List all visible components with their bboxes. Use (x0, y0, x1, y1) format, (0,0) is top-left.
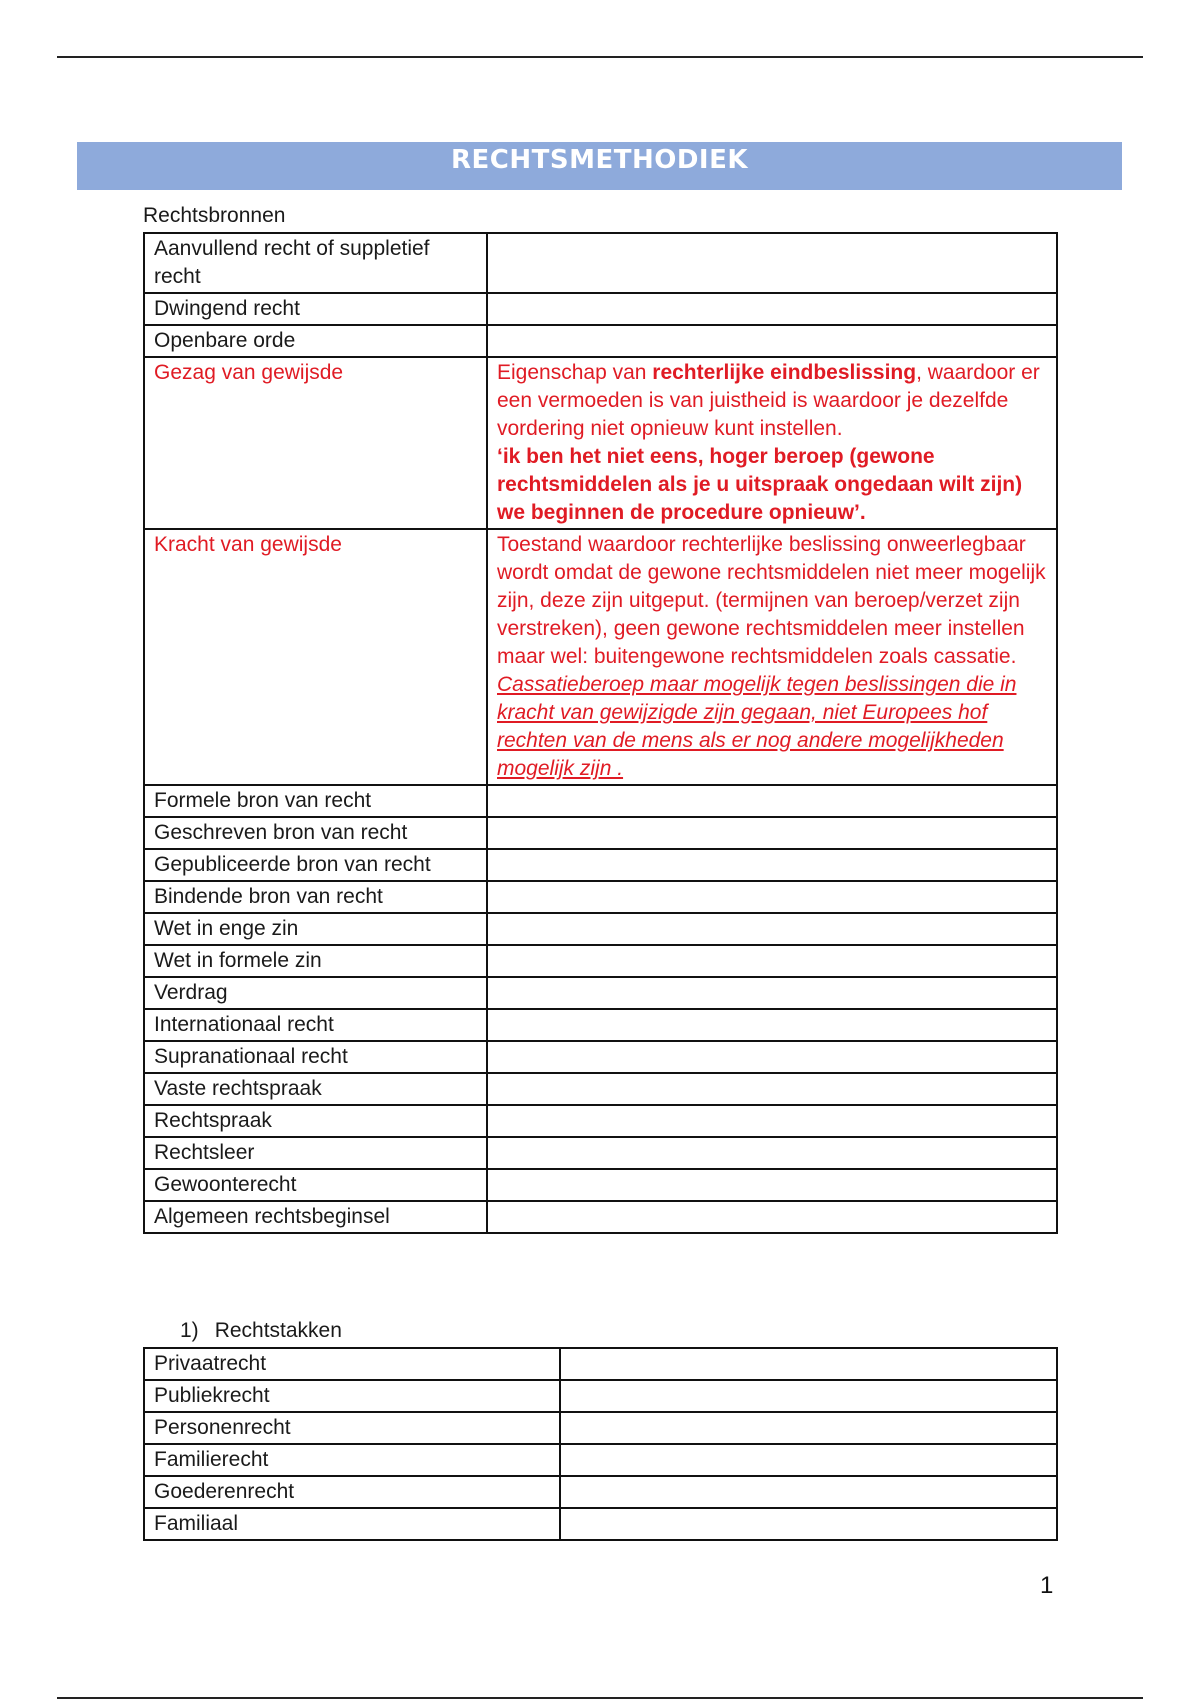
table-row (144, 357, 1057, 529)
definition-cell (560, 1380, 1057, 1412)
section-label: Rechtstakken (214, 1319, 342, 1342)
table-row (144, 1105, 1057, 1137)
term-cell: Personenrecht (144, 1412, 560, 1444)
definition-bold-text: rechterlijke eindbeslissing (652, 361, 917, 384)
table-row (144, 1041, 1057, 1073)
table-row (144, 785, 1057, 817)
definition-cell (487, 1041, 1057, 1073)
term-cell: Dwingend recht (144, 293, 487, 325)
definition-cell (560, 1476, 1057, 1508)
definition-cell (487, 357, 1057, 529)
term-cell: Gezag van gewijsde (144, 357, 487, 529)
definition-cell (487, 233, 1057, 293)
definition-cell (487, 529, 1057, 785)
definition-text: , waardoor er een vermoeden is van juistheid is waardoor je dezelfde vordering niet opnieuw kunt instellen. (497, 361, 1040, 440)
table-row (144, 529, 1057, 785)
term-cell: Internationaal recht (144, 1009, 487, 1041)
section-title-rechtsbronnen: Rechtsbronnen (143, 204, 286, 227)
definition-cell (487, 785, 1057, 817)
term-cell: Wet in enge zin (144, 913, 487, 945)
definition-cell (487, 817, 1057, 849)
definition-text: Toestand waardoor rechterlijke beslissing onweerlegbaar wordt omdat de gewone rechtsmiddelen niet meer mogelijk zijn, deze zijn uitgeput. (termijnen van beroep/verzet zijn verstreken), geen gewone rechtsmiddelen meer instellen maar wel: buitengewone rechtsmiddelen zoals cassatie. (497, 533, 1046, 668)
term-cell: Bindende bron van recht (144, 881, 487, 913)
rechtstakken-table (143, 1347, 1058, 1541)
table-row (144, 233, 1057, 293)
rechtsbronnen-table (143, 232, 1058, 1234)
definition-cell (487, 1169, 1057, 1201)
table-row (144, 945, 1057, 977)
definition-cell (487, 325, 1057, 357)
definition-underlined-note: Cassatieberoep maar mogelijk tegen beslissingen die in kracht van gewijzigde zijn gegaan, niet Europees hof rechten van de mens als er nog andere mogelijkheden mogelijk zijn . (497, 673, 1017, 780)
table-row (144, 1476, 1057, 1508)
table-row (144, 1380, 1057, 1412)
term-cell: Rechtspraak (144, 1105, 487, 1137)
table-row (144, 817, 1057, 849)
definition-cell (487, 293, 1057, 325)
table-row (144, 325, 1057, 357)
term-cell: Aanvullend recht of suppletief recht (144, 233, 487, 293)
term-cell: Openbare orde (144, 325, 487, 357)
table-row (144, 913, 1057, 945)
term-cell: Vaste rechtspraak (144, 1073, 487, 1105)
term-cell: Familierecht (144, 1444, 560, 1476)
term-cell: Supranationaal recht (144, 1041, 487, 1073)
definition-cell (487, 1137, 1057, 1169)
definition-quote: ‘ik ben het niet eens, hoger beroep (gewone rechtsmiddelen als je u uitspraak ongedaan wilt zijn) we beginnen de procedure opnieuw’. (497, 445, 1023, 524)
definition-cell (487, 913, 1057, 945)
document-title: RECHTSMETHODIEK (77, 142, 1122, 190)
term-cell: Rechtsleer (144, 1137, 487, 1169)
term-cell: Publiekrecht (144, 1380, 560, 1412)
table-row (144, 1137, 1057, 1169)
term-cell: Gepubliceerde bron van recht (144, 849, 487, 881)
term-cell: Wet in formele zin (144, 945, 487, 977)
table-row (144, 1412, 1057, 1444)
term-cell: Verdrag (144, 977, 487, 1009)
term-cell: Privaatrecht (144, 1348, 560, 1380)
term-cell: Goederenrecht (144, 1476, 560, 1508)
definition-cell (487, 1201, 1057, 1233)
section-title-rechtstakken (180, 1319, 342, 1343)
page-number: 1 (1040, 1572, 1054, 1599)
table-row (144, 881, 1057, 913)
definition-cell (487, 977, 1057, 1009)
table-row (144, 1508, 1057, 1540)
term-cell: Geschreven bron van recht (144, 817, 487, 849)
term-cell: Gewoonterecht (144, 1169, 487, 1201)
definition-cell (560, 1348, 1057, 1380)
table-row (144, 849, 1057, 881)
definition-cell (560, 1508, 1057, 1540)
definition-cell (487, 881, 1057, 913)
table-row (144, 1073, 1057, 1105)
definition-text: Eigenschap van (497, 361, 653, 384)
table-row (144, 1009, 1057, 1041)
definition-cell (487, 945, 1057, 977)
header-rule (57, 56, 1143, 58)
definition-cell (487, 1073, 1057, 1105)
term-cell: Familiaal (144, 1508, 560, 1540)
definition-cell (487, 1009, 1057, 1041)
definition-cell (487, 849, 1057, 881)
table-row (144, 1169, 1057, 1201)
term-cell: Kracht van gewijsde (144, 529, 487, 785)
table-row (144, 293, 1057, 325)
table-row (144, 1444, 1057, 1476)
term-cell: Formele bron van recht (144, 785, 487, 817)
table-row (144, 977, 1057, 1009)
definition-cell (560, 1444, 1057, 1476)
table-row (144, 1348, 1057, 1380)
list-number: 1) (180, 1319, 199, 1342)
term-cell: Algemeen rechtsbeginsel (144, 1201, 487, 1233)
definition-cell (560, 1412, 1057, 1444)
table-row (144, 1201, 1057, 1233)
definition-cell (487, 1105, 1057, 1137)
footer-rule (57, 1697, 1143, 1699)
